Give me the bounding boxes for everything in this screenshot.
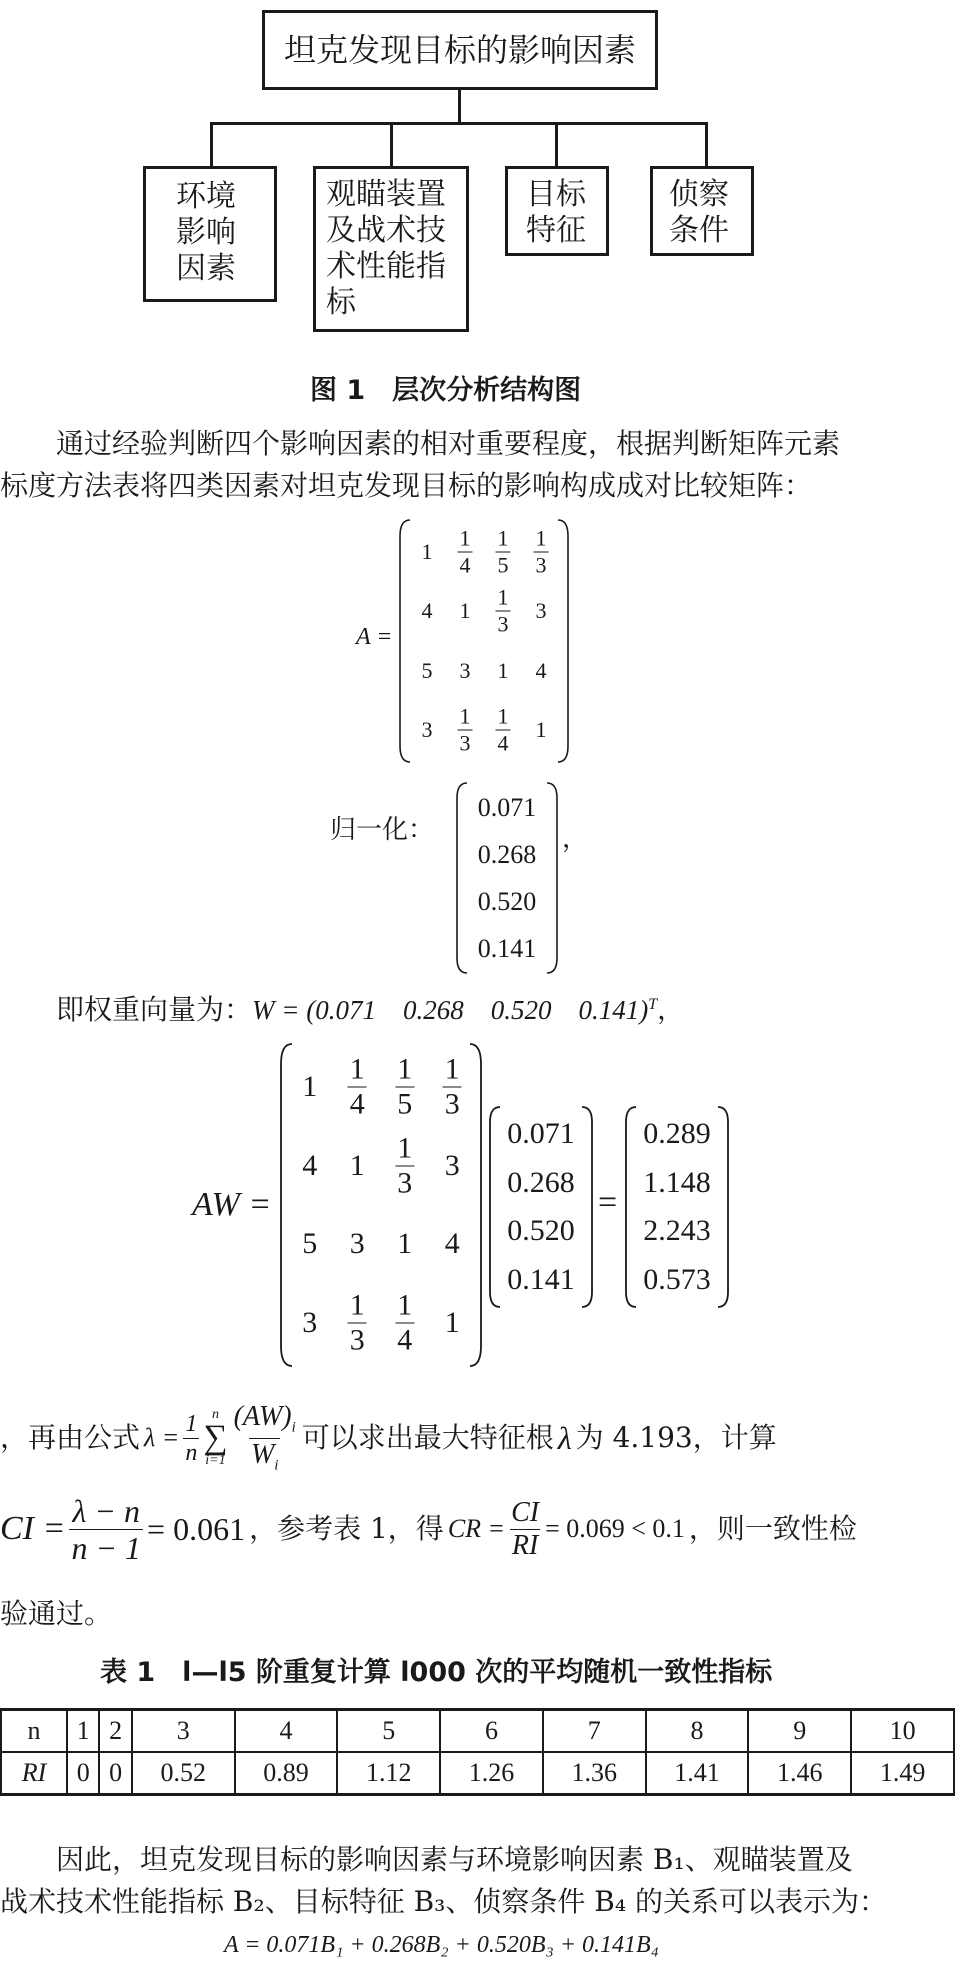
child-node-target-feature xyxy=(505,166,609,256)
fraction-cell xyxy=(395,1133,414,1198)
matrix-cell xyxy=(536,598,547,624)
matrix-cell xyxy=(350,1227,365,1261)
ci-lhs: CI = xyxy=(0,1510,66,1547)
matrix-cell xyxy=(422,717,433,743)
table-cell: 0.52 xyxy=(132,1752,235,1795)
fraction-cell xyxy=(534,527,549,576)
fraction-numerator: CI xyxy=(511,1496,540,1528)
fraction-numerator: 1 xyxy=(459,703,471,729)
sum-sign: ∑ xyxy=(203,1419,228,1456)
fraction-denominator: 5 xyxy=(397,1087,413,1121)
matrix-cell xyxy=(507,1117,575,1151)
fraction-denominator: n xyxy=(185,1439,198,1466)
lambda-text: 可以求出最大特征根 xyxy=(301,1421,554,1454)
matrix-cell xyxy=(478,793,537,823)
matrix-cell xyxy=(536,658,547,684)
weight-expression xyxy=(252,988,684,1027)
aw-equals: = xyxy=(598,1184,618,1221)
matrix-cell xyxy=(507,1263,575,1297)
lambda-lhs: λ = xyxy=(144,1423,180,1452)
matrix-entry: 0.071 xyxy=(477,792,537,822)
node-line: 目标 xyxy=(526,177,586,212)
table-cell: 1.12 xyxy=(337,1752,440,1795)
cr-lhs: CR = xyxy=(447,1514,506,1543)
table-cell: 5 xyxy=(337,1710,440,1753)
weight-tail: ， xyxy=(657,995,685,1025)
table-cell: 1.26 xyxy=(440,1752,543,1795)
table-row xyxy=(1,1752,954,1795)
connector-root xyxy=(458,90,461,124)
ci-fraction xyxy=(69,1492,143,1566)
matrix-entry: 5 xyxy=(421,657,433,683)
table-header-cell: RI xyxy=(1,1752,67,1795)
matrix-cell xyxy=(445,1306,460,1340)
fraction-denominator: 3 xyxy=(459,730,471,756)
matrix-entry: 4 xyxy=(535,657,547,683)
matrix-cell xyxy=(395,1052,414,1121)
node-line: 环境 xyxy=(176,179,236,214)
matrix-cell xyxy=(445,1227,460,1261)
matrix-cell xyxy=(507,1214,575,1248)
fraction-denominator xyxy=(249,1438,281,1474)
fraction-denominator: 3 xyxy=(497,611,509,637)
fraction-denominator: 4 xyxy=(497,730,509,756)
matrix-cell xyxy=(397,1227,412,1261)
aw-weight-vector xyxy=(488,1104,594,1310)
matrix-cell xyxy=(498,658,509,684)
fraction-numerator: 1 xyxy=(497,525,509,551)
connector-horizontal xyxy=(210,122,708,125)
table-cell: 1.49 xyxy=(851,1752,954,1795)
matrix-entry: 0.520 xyxy=(507,1214,575,1248)
matrix-entry: 3 xyxy=(302,1305,318,1339)
matrix-entry: 4 xyxy=(444,1227,460,1261)
connector-child-1 xyxy=(210,122,213,168)
cr-value: = 0.069 < 0.1 xyxy=(545,1514,685,1543)
matrix-entry: 0.071 xyxy=(507,1117,575,1151)
matrix-cell xyxy=(458,703,473,756)
fraction-numerator: 1 xyxy=(459,525,471,551)
matrix-cell xyxy=(643,1117,711,1151)
fraction-numerator: 1 xyxy=(397,1131,413,1165)
child-node-sighting-device xyxy=(313,166,469,332)
matrix-entry: 1 xyxy=(421,538,433,564)
fraction-cell xyxy=(348,1290,367,1355)
lambda-value: 为 4.193，计算 xyxy=(575,1421,777,1454)
matrix-cell xyxy=(395,1290,414,1355)
table-cell: 1.46 xyxy=(748,1752,851,1795)
fraction-cell xyxy=(496,703,511,756)
matrix-cell xyxy=(507,1166,575,1200)
paragraph-2-line-2: 战术技术性能指标 B₂、目标特征 B₃、侦察条件 B₄ 的关系可以表示为： xyxy=(0,1885,888,1918)
matrix-entry: 0.268 xyxy=(477,839,537,869)
cr-fraction xyxy=(509,1496,541,1561)
fraction-numerator xyxy=(232,1400,298,1438)
matrix-cell xyxy=(496,527,511,576)
table-cell: 4 xyxy=(235,1710,338,1753)
paragraph-1-line-2: 标度方法表将四类因素对坦克发现目标的影响构成成对比较矩阵： xyxy=(0,469,813,502)
fraction-denominator: 5 xyxy=(497,552,509,578)
comma-after-vector: ， xyxy=(562,824,589,853)
node-line: 标 xyxy=(326,285,356,320)
lambda-prefix: ，再由公式 xyxy=(0,1421,141,1454)
fraction-numerator: 1 xyxy=(397,1288,413,1322)
fraction-numerator: 1 xyxy=(497,584,509,610)
fraction-numerator: λ − n xyxy=(72,1492,140,1529)
fraction-cell xyxy=(496,584,511,637)
matrix-entry: 1 xyxy=(302,1070,318,1104)
fraction-denominator: 3 xyxy=(535,552,547,578)
fraction-cell xyxy=(395,1290,414,1355)
table-cell: 2 xyxy=(99,1710,131,1753)
matrix-cell xyxy=(478,887,537,917)
table-cell: 1.36 xyxy=(543,1752,646,1795)
table-cell: 0 xyxy=(67,1752,99,1795)
matrix-entry: 1 xyxy=(349,1148,365,1182)
matrix-cell xyxy=(460,598,471,624)
pass-text: 验通过。 xyxy=(0,1597,113,1630)
fraction-denominator: 4 xyxy=(397,1323,413,1357)
fraction-cell xyxy=(395,1052,414,1121)
matrix-entry: 0.573 xyxy=(643,1262,711,1296)
child-node-recon-condition xyxy=(650,166,754,256)
node-line: 术性能指 xyxy=(326,249,446,284)
matrix-a-label: A = xyxy=(356,624,393,650)
matrix-cell xyxy=(422,539,433,565)
w-text: W xyxy=(250,1438,275,1470)
matrix-entry: 1 xyxy=(444,1305,460,1339)
node-line: 及战术技 xyxy=(326,213,446,248)
matrix-cell xyxy=(348,1290,367,1355)
aw-text: (AW) xyxy=(233,1400,292,1432)
matrix-cell xyxy=(302,1070,317,1104)
table-cell: 10 xyxy=(851,1710,954,1753)
matrix-entry: 3 xyxy=(459,657,471,683)
matrix-cell xyxy=(395,1133,414,1198)
node-line: 观瞄装置 xyxy=(326,177,446,212)
matrix-entry: 2.243 xyxy=(643,1214,711,1248)
node-line: 特征 xyxy=(526,213,586,248)
ci-cr-line xyxy=(0,1484,857,1574)
connector-child-4 xyxy=(705,122,708,168)
fraction-numerator: 1 xyxy=(535,525,547,551)
matrix-entry: 4 xyxy=(421,598,433,624)
aw-matrix xyxy=(278,1040,484,1370)
matrix-entry: 3 xyxy=(444,1148,460,1182)
summation xyxy=(203,1408,227,1468)
matrix-cell xyxy=(350,1149,365,1183)
matrix-cell xyxy=(302,1306,317,1340)
matrix-cell xyxy=(443,1052,462,1121)
matrix-entry: 1 xyxy=(535,717,547,743)
fraction-denominator: RI xyxy=(511,1529,539,1561)
sum-lower: i=1 xyxy=(205,1453,226,1468)
child-node-environment xyxy=(143,166,277,302)
table-cell: 1 xyxy=(67,1710,99,1753)
matrix-cell xyxy=(302,1149,317,1183)
node-line: 影响 xyxy=(176,215,236,250)
matrix-entry: 1.148 xyxy=(643,1165,711,1199)
aw-result-vector xyxy=(624,1104,730,1310)
fraction-numerator: 1 xyxy=(444,1052,460,1086)
figure-caption: 图 1 层次分析结构图 xyxy=(310,375,582,406)
matrix-entry: 0.141 xyxy=(477,933,537,963)
fraction-cell xyxy=(443,1052,462,1121)
matrix-cell xyxy=(422,598,433,624)
fraction-denominator: 3 xyxy=(349,1323,365,1357)
table-cell: 7 xyxy=(543,1710,646,1753)
matrix-cell xyxy=(422,658,433,684)
fraction-denominator: n − 1 xyxy=(71,1529,142,1566)
matrix-cell xyxy=(478,934,537,964)
fraction-denominator: 4 xyxy=(459,552,471,578)
node-line: 侦察 xyxy=(669,177,729,212)
matrix-entry: 3 xyxy=(535,598,547,624)
matrix-cell xyxy=(348,1052,367,1121)
matrix-cell xyxy=(478,840,537,870)
lambda-line xyxy=(0,1396,777,1480)
normalize-label: 归一化： xyxy=(330,815,435,845)
table-row xyxy=(1,1710,954,1753)
ci-middle-text: ，参考表 1，得 xyxy=(249,1512,444,1545)
table-cell: 0 xyxy=(99,1752,131,1795)
fraction-denominator: 3 xyxy=(397,1166,413,1200)
fraction-denominator: 4 xyxy=(349,1087,365,1121)
aw-subscript: i xyxy=(291,1419,296,1436)
ci-value: = 0.061 xyxy=(147,1511,246,1547)
fraction-cell xyxy=(348,1052,367,1121)
fraction-cell xyxy=(458,703,473,756)
matrix-entry: 3 xyxy=(421,717,433,743)
root-node-label: 坦克发现目标的影响因素 xyxy=(283,31,636,69)
table-cell: 6 xyxy=(440,1710,543,1753)
table-cell: 8 xyxy=(646,1710,749,1753)
fraction-numerator: 1 xyxy=(185,1410,198,1437)
table-header-cell: n xyxy=(1,1710,67,1753)
table-cell: 9 xyxy=(748,1710,851,1753)
matrix-entry: 0.520 xyxy=(477,886,537,916)
aw-label: AW = xyxy=(192,1186,272,1223)
matrix-entry: 0.289 xyxy=(643,1117,711,1151)
matrix-a xyxy=(398,516,570,766)
matrix-cell xyxy=(302,1227,317,1261)
matrix-cell xyxy=(496,703,511,756)
sum-upper: n xyxy=(211,1407,219,1422)
fraction-numerator: 1 xyxy=(349,1052,365,1086)
cr-tail-text: ，则一致性检 xyxy=(688,1512,857,1545)
final-equation: A = 0.071B₁ + 0.268B₂ + 0.520B₃ + 0.141B₄ xyxy=(224,1932,660,1958)
fraction-cell xyxy=(458,527,473,576)
matrix-cell xyxy=(536,717,547,743)
lambda-symbol: λ xyxy=(557,1420,572,1456)
aw-over-w xyxy=(232,1400,298,1474)
matrix-entry: 1 xyxy=(397,1227,413,1261)
fraction-denominator: 3 xyxy=(444,1087,460,1121)
matrix-entry: 4 xyxy=(302,1148,318,1182)
table-cell: 3 xyxy=(132,1710,235,1753)
matrix-cell xyxy=(643,1214,711,1248)
matrix-entry: 5 xyxy=(302,1227,318,1261)
connector-child-2 xyxy=(390,122,393,168)
node-line: 因素 xyxy=(176,251,236,286)
connector-child-3 xyxy=(555,122,558,168)
matrix-cell xyxy=(643,1263,711,1297)
fraction-cell xyxy=(496,527,511,576)
w-subscript: i xyxy=(274,1457,279,1474)
matrix-cell xyxy=(445,1149,460,1183)
table-caption: 表 1 l—l5 阶重复计算 l000 次的平均随机一致性指标 xyxy=(100,1657,773,1688)
matrix-cell xyxy=(496,584,511,637)
matrix-entry: 3 xyxy=(349,1227,365,1261)
matrix-cell xyxy=(460,658,471,684)
node-line: 条件 xyxy=(669,213,729,248)
weight-label: 即权重向量为： xyxy=(56,993,253,1026)
matrix-entry: 1 xyxy=(459,598,471,624)
paragraph-1-line-1: 通过经验判断四个影响因素的相对重要程度，根据判断矩阵元素 xyxy=(56,427,841,460)
ri-table xyxy=(0,1708,955,1796)
one-over-n xyxy=(183,1412,199,1465)
matrix-cell xyxy=(458,527,473,576)
fraction-numerator: 1 xyxy=(497,703,509,729)
fraction-numerator: 1 xyxy=(397,1052,413,1086)
fraction-numerator: 1 xyxy=(349,1288,365,1322)
normalized-vector xyxy=(455,780,559,976)
matrix-entry: 0.268 xyxy=(507,1165,575,1199)
matrix-entry: 1 xyxy=(497,657,509,683)
matrix-cell xyxy=(534,527,549,576)
table-cell: 0.89 xyxy=(235,1752,338,1795)
paragraph-2-line-1: 因此，坦克发现目标的影响因素与环境影响因素 B₁、观瞄装置及 xyxy=(56,1843,853,1876)
transpose-mark: T xyxy=(648,996,658,1013)
matrix-entry: 0.141 xyxy=(507,1262,575,1296)
matrix-cell xyxy=(643,1166,711,1200)
root-node xyxy=(262,10,658,90)
weight-vector-text: W = (0.071 0.268 0.520 0.141) xyxy=(252,995,649,1025)
table-cell: 1.41 xyxy=(646,1752,749,1795)
